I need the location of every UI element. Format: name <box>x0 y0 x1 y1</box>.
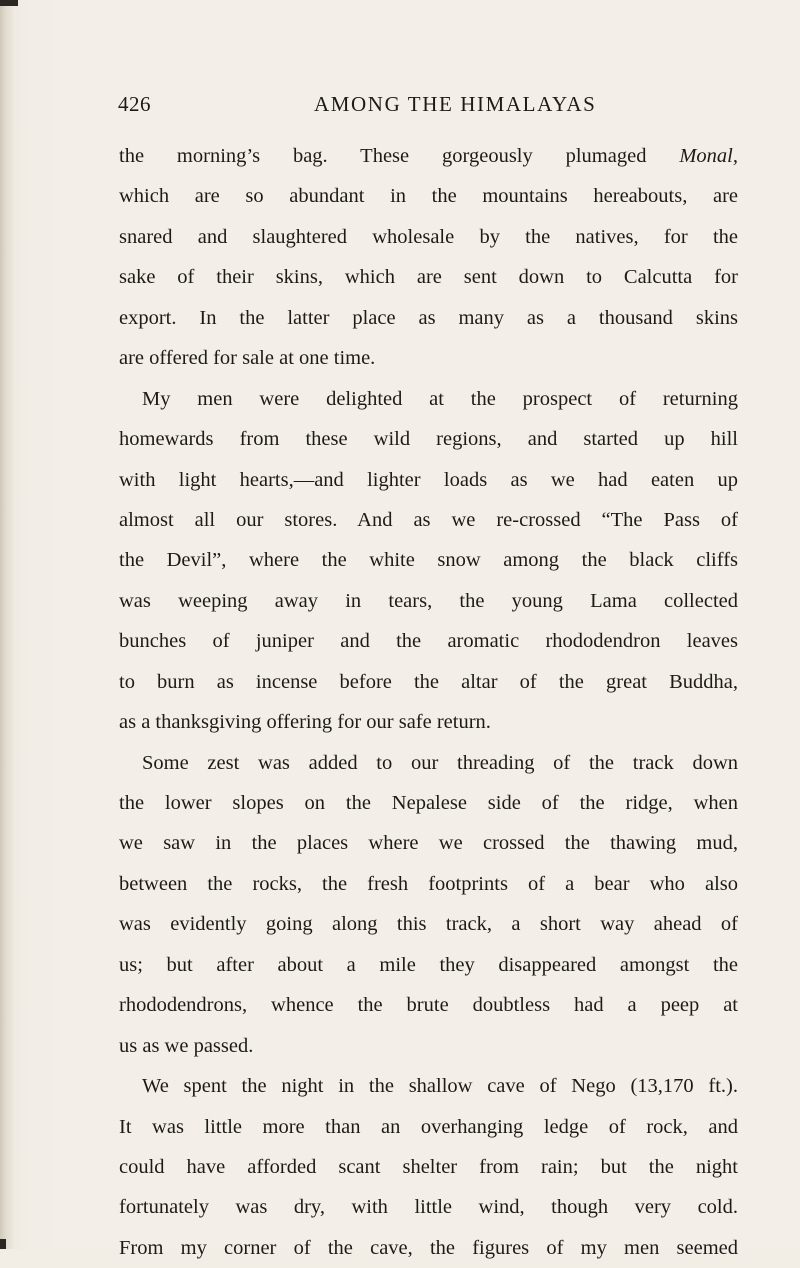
text-line-content: almost all our stores. And as we re-crossed “The Pass of <box>119 508 738 531</box>
page-header <box>118 92 738 124</box>
text-line-content: could have afforded scant shelter from rain; but the night <box>119 1155 738 1178</box>
scan-edge-mark-bottom <box>0 1239 6 1249</box>
text-line <box>119 1187 738 1227</box>
text-line <box>119 945 738 985</box>
text-line <box>119 662 738 702</box>
text-line <box>119 904 738 944</box>
text-line <box>119 621 738 661</box>
text-line-content: to burn as incense before the altar of the great Buddha, <box>119 670 738 693</box>
text-line-content: was evidently going along this track, a short way ahead of <box>119 913 738 936</box>
text-line <box>119 702 738 742</box>
text-line-content: as a thanksgiving offering for our safe return. <box>119 711 491 734</box>
text-line-content: was weeping away in tears, the young Lama collected <box>119 589 738 612</box>
text-line-content: between the rocks, the fresh footprints of a bear who also <box>119 872 738 895</box>
text-line-content: the lower slopes on the Nepalese side of the ridge, when <box>119 792 738 814</box>
text-line <box>119 1147 738 1187</box>
page-gutter-shadow <box>0 0 14 1249</box>
text-line-content: It was little more than an overhanging ledge of rock, and <box>119 1115 738 1138</box>
text-line <box>119 1228 738 1268</box>
text-line <box>119 985 738 1025</box>
text-line-content: which are so abundant in the mountains hereabouts, are <box>119 185 738 208</box>
text-line <box>119 257 738 297</box>
text-line-content: homewards from these wild regions, and started up hill <box>119 428 738 451</box>
text-line <box>119 783 738 823</box>
text-line <box>119 1066 738 1106</box>
text-line-content: us; but after about a mile they disappeared amongst the <box>119 953 738 976</box>
text-line <box>119 1026 738 1066</box>
body-text <box>119 136 738 1268</box>
text-line-content: the Devil”, where the white snow among the black cliffs <box>119 549 738 572</box>
text-line <box>119 419 738 459</box>
text-line <box>119 379 738 419</box>
text-line-content: bunches of juniper and the aromatic rhododendron leaves <box>119 630 738 653</box>
text-line <box>119 743 738 783</box>
text-line <box>119 460 738 500</box>
text-line <box>119 1107 738 1147</box>
text-line-content: sake of their skins, which are sent down to Calcutta for <box>119 266 738 289</box>
text-line <box>119 298 738 338</box>
text-line-content: with light hearts,—and lighter loads as we had eaten up <box>119 468 738 491</box>
text-line-content: My men were delighted at the prospect of returning <box>142 387 738 410</box>
scan-edge-mark-top <box>0 0 18 6</box>
italic-word: Monal, <box>679 145 738 167</box>
text-line-content: fortunately was dry, with little wind, though very cold. <box>119 1196 738 1219</box>
text-line <box>119 864 738 904</box>
text-line-content: we saw in the places where we crossed the thawing mud, <box>119 832 738 855</box>
page-number: 426 <box>118 92 151 116</box>
text-line <box>119 136 738 176</box>
text-line-content: snared and slaughtered wholesale by the natives, for the <box>119 225 738 248</box>
text-line-content: are offered for sale at one time. <box>119 347 376 370</box>
text-line <box>119 581 738 621</box>
text-line-content: rhododendrons, whence the brute doubtless had a peep at <box>119 994 738 1017</box>
running-head: AMONG THE HIMALAYAS <box>314 92 597 116</box>
text-line-content: From my corner of the cave, the figures of my men seemed <box>119 1236 738 1259</box>
text-line <box>119 217 738 257</box>
text-line <box>119 823 738 863</box>
text-line <box>119 338 738 378</box>
text-line <box>119 176 738 216</box>
text-line-content: We spent the night in the shallow cave of Nego (13,170 ft.). <box>142 1075 738 1098</box>
text-line-content: export. In the latter place as many as a thousand skins <box>119 306 738 329</box>
text-line <box>119 540 738 580</box>
text-line-content: us as we passed. <box>119 1034 254 1057</box>
text-line <box>119 500 738 540</box>
text-line-content: the morning’s bag. These gorgeously plumaged <box>119 145 680 167</box>
text-line-content: Some zest was added to our threading of the track down <box>142 751 738 774</box>
